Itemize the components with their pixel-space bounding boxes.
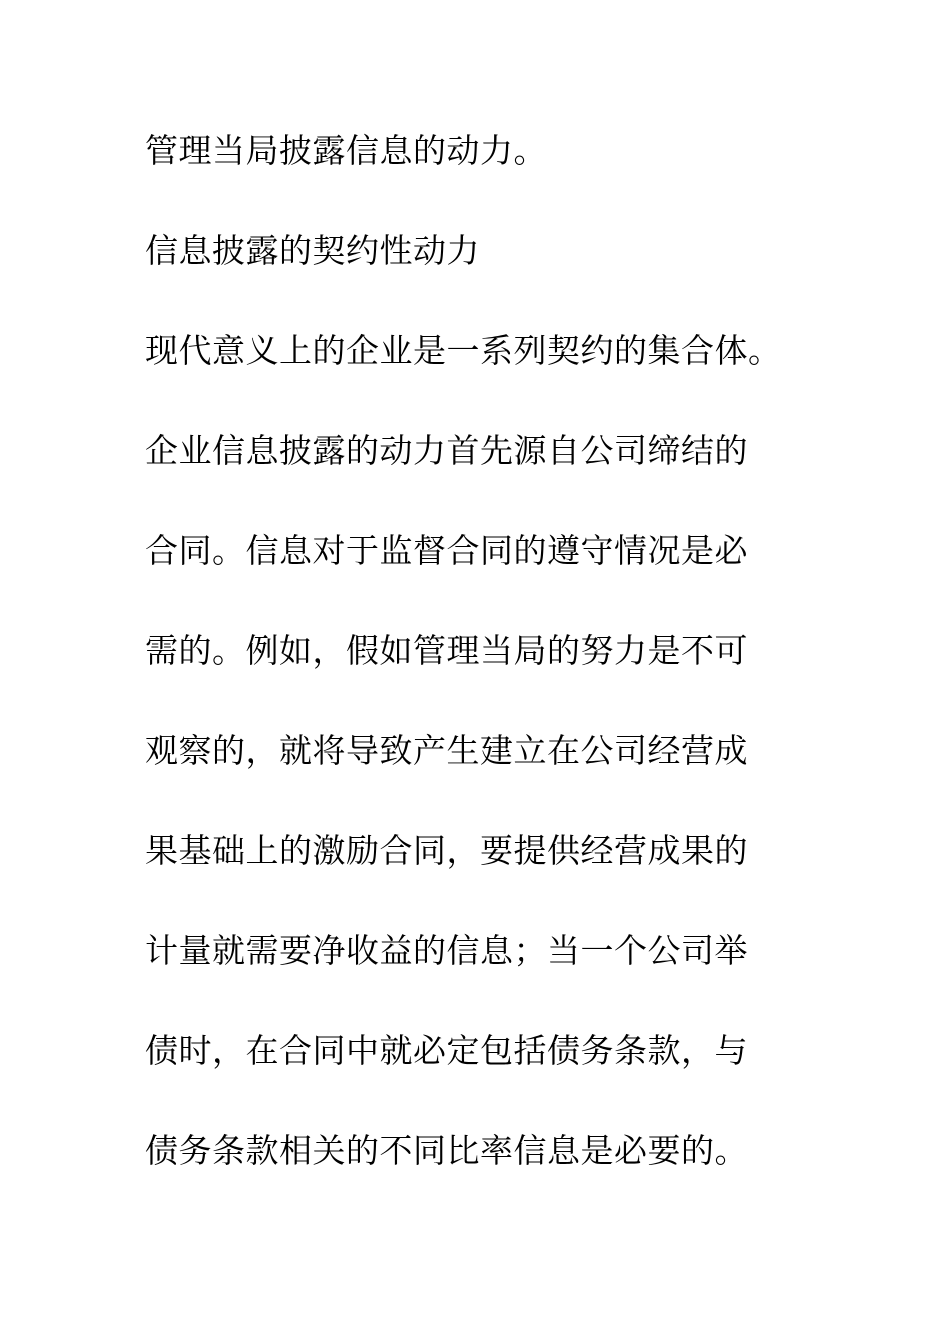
text-line-1: 管理当局披露信息的动力。 <box>145 131 547 170</box>
text-line-5: 合同。信息对于监督合同的遵守情况是必 <box>145 531 748 570</box>
text-line-8: 果基础上的激励合同，要提供经营成果的 <box>145 831 748 870</box>
text-line-4: 企业信息披露的动力首先源自公司缔结的 <box>145 431 748 470</box>
text-line-10: 债时，在合同中就必定包括债务条款，与 <box>145 1031 748 1070</box>
text-line-3: 现代意义上的企业是一系列契约的集合体。 <box>145 331 782 370</box>
text-line-7: 观察的，就将导致产生建立在公司经营成 <box>145 731 748 770</box>
text-line-9: 计量就需要净收益的信息；当一个公司举 <box>145 931 748 970</box>
text-line-6: 需的。例如，假如管理当局的努力是不可 <box>145 631 748 670</box>
section-heading: 信息披露的契约性动力 <box>145 231 480 270</box>
text-line-11: 债务条款相关的不同比率信息是必要的。 <box>145 1131 748 1170</box>
